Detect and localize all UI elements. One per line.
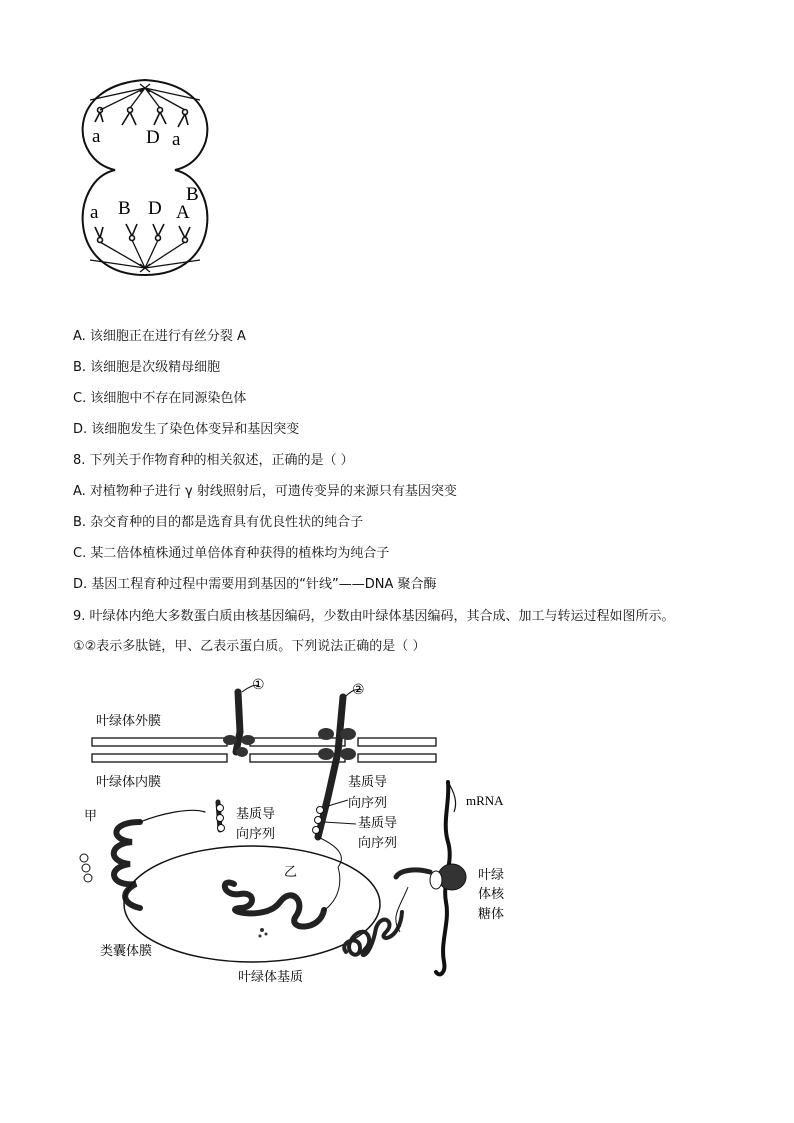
polypeptide-2: [313, 689, 363, 837]
label-signal-c-line1: 基质导: [358, 816, 398, 831]
gene-label-bottom-1: B: [118, 198, 131, 219]
top-chromosomes: [95, 108, 188, 128]
gene-label-top-2: a: [172, 129, 181, 150]
cleaved-signal-left: [80, 854, 92, 882]
chloroplast-membranes: [92, 738, 436, 762]
cell-division-figure: [60, 70, 230, 285]
label-signal-c-line2: 向序列: [358, 836, 398, 851]
q8-option-a: A. 对植物种子进行 γ 射线照射后，可遗传变异的来源只有基因突变: [73, 484, 457, 499]
label-inner-membrane: 叶绿体内膜: [96, 775, 162, 790]
label-ribosome-line3: 糖体: [478, 907, 505, 922]
q7-option-a: A. 该细胞正在进行有丝分裂 A: [73, 329, 246, 344]
q8-option-c: C. 某二倍体植株通过单倍体育种获得的植株均为纯合子: [73, 546, 390, 561]
gene-label-bottom-3: A: [176, 202, 190, 223]
q8-stem: 8. 下列关于作物育种的相关叙述，正确的是（ ）: [73, 453, 354, 468]
label-outer-membrane: 叶绿体外膜: [96, 714, 162, 729]
q8-option-d: D. 基因工程育种过程中需要用到基因的“针线”——DNA 聚合酶: [73, 577, 437, 592]
q7-option-b: B. 该细胞是次级精母细胞: [73, 360, 221, 375]
label-mrna: mRNA: [466, 793, 504, 808]
bottom-spindle: [90, 240, 200, 272]
label-polypeptide-1: ①: [252, 678, 265, 693]
label-ribosome-line1: 叶绿: [478, 868, 505, 883]
gene-label-top-1: D: [146, 127, 160, 148]
protein-jia: [114, 810, 205, 908]
q9-stem-line1: 9. 叶绿体内绝大多数蛋白质由核基因编码，少数由叶绿体基因编码，其合成、加工与转运过程如图所示。: [73, 609, 675, 624]
protein-yi: [225, 883, 324, 927]
label-thylakoid: 类囊体膜: [100, 944, 153, 959]
bottom-chromosomes: [95, 224, 190, 243]
free-signal-sequence: [217, 802, 225, 832]
chloroplast-ribosome: [396, 864, 466, 890]
label-protein-yi: 乙: [284, 865, 298, 880]
gene-label-bottom-2: D: [148, 198, 162, 219]
q7-option-d: D. 该细胞发生了染色体变异和基因突变: [73, 422, 300, 437]
label-stroma: 叶绿体基质: [238, 970, 304, 985]
label-polypeptide-2: ②: [352, 683, 365, 698]
q8-option-b: B. 杂交育种的目的都是选育具有优良性状的纯合子: [73, 515, 364, 530]
label-signal-b-line1: 基质导: [348, 775, 388, 790]
gene-label-bottom-0: a: [90, 202, 99, 223]
gene-label-bottom-4: B: [186, 184, 199, 205]
label-protein-jia: 甲: [84, 809, 98, 824]
nascent-coil: [344, 912, 402, 955]
debris-speck: [259, 928, 268, 938]
label-signal-b-line2: 向序列: [348, 796, 388, 811]
gene-label-top-0: a: [92, 126, 101, 147]
label-ribosome-line2: 体核: [478, 887, 505, 902]
q7-option-c: C. 该细胞中不存在同源染色体: [73, 391, 247, 406]
label-signal-a-line1: 基质导: [236, 807, 276, 822]
top-spindle: [90, 84, 200, 110]
chloroplast-protein-figure: [70, 672, 530, 992]
q9-stem-line2: ①②表示多肽链，甲、乙表示蛋白质。下列说法正确的是（ ）: [73, 639, 426, 654]
label-signal-a-line2: 向序列: [236, 827, 276, 842]
